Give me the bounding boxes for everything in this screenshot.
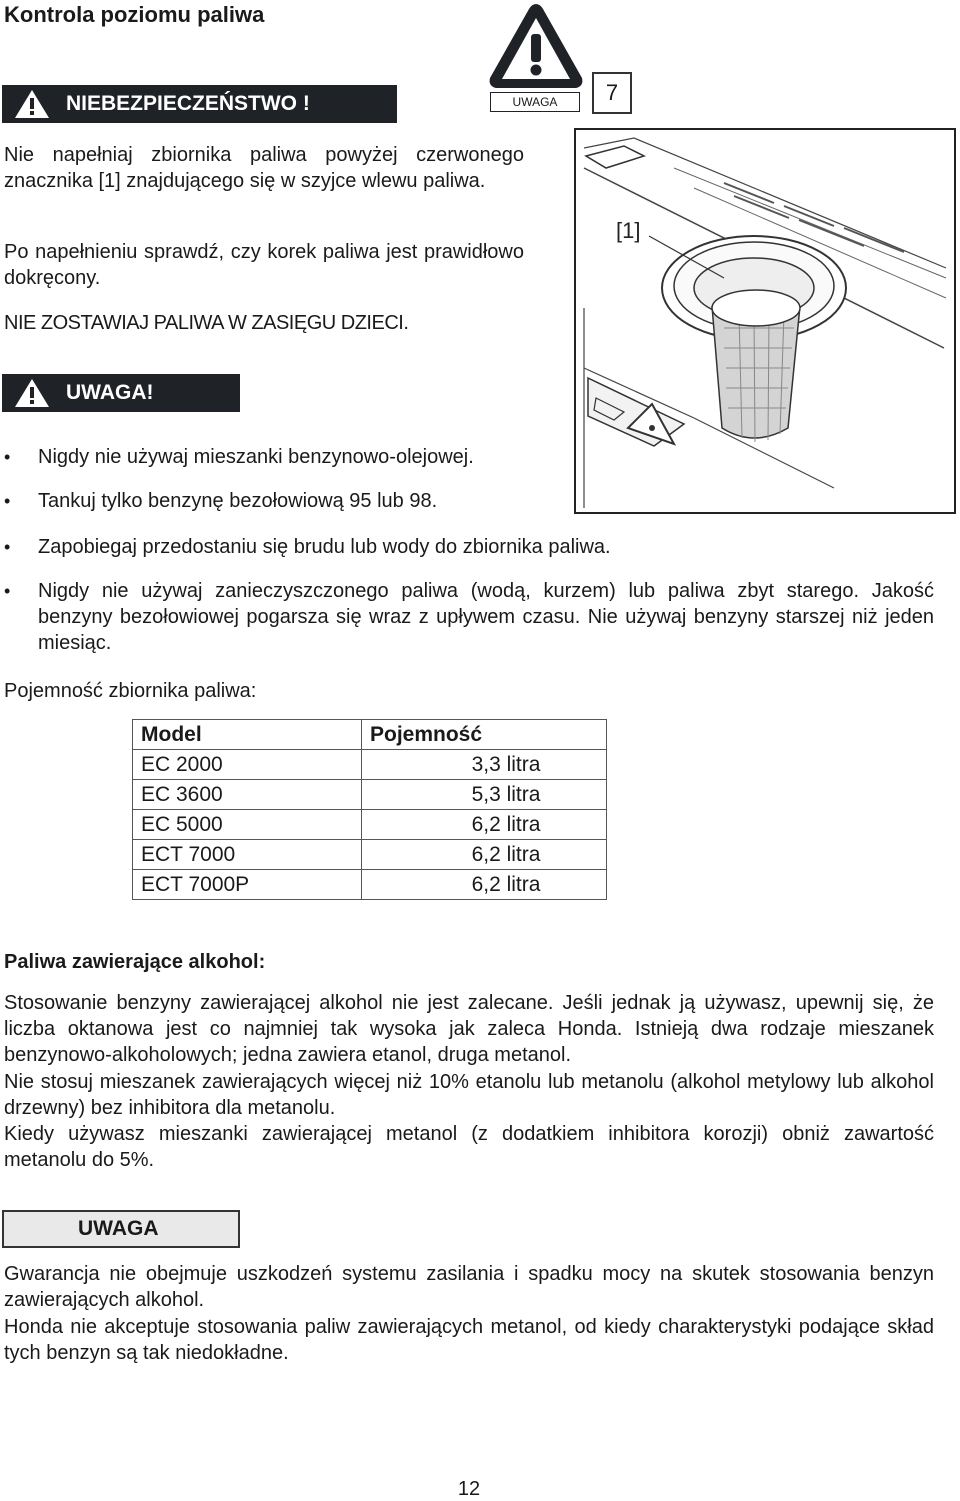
caution-bullet-4: • Nigdy nie używaj zanieczyszczonego paliwa (wodą, kurzem) lub paliwa zbyt starego. Jakość benzyny bezołowiowej pogarsza się wraz z upływem czasu. Nie używaj benzyny starszej niż jeden miesiąc. <box>4 578 934 656</box>
caution-banner <box>2 374 240 412</box>
model-cell: EC 5000 <box>133 810 362 840</box>
model-cell: EC 3600 <box>133 780 362 810</box>
column-header-capacity: Pojemność <box>362 720 607 750</box>
capacity-table <box>132 719 607 900</box>
capacity-cell: 6,2 litra <box>362 810 607 840</box>
model-cell: ECT 7000P <box>133 870 362 900</box>
warning-triangle-icon <box>486 0 586 92</box>
danger-banner-label: NIEBEZPIECZEŃSTWO ! <box>66 92 310 115</box>
page-number: 12 <box>457 1478 481 1500</box>
capacity-heading: Pojemność zbiornika paliwa: <box>4 680 257 702</box>
warning-triangle-icon <box>14 378 50 408</box>
alcohol-heading: Paliwa zawierające alkohol: <box>4 951 266 973</box>
warning-label: UWAGA <box>490 92 580 112</box>
table-header-row <box>133 720 607 750</box>
alcohol-paragraph-3: Kiedy używasz mieszanki zawierającej metanol (z dodatkiem inhibitora korozji) obniż zawartość metanolu do 5%. <box>4 1123 934 1171</box>
model-cell: ECT 7000 <box>133 840 362 870</box>
figure-callout: [1] <box>616 218 641 243</box>
column-header-model: Model <box>133 720 362 750</box>
capacity-cell: 6,2 litra <box>362 870 607 900</box>
table-row <box>133 750 607 780</box>
alcohol-paragraph-1: Stosowanie benzyny zawierającej alkohol nie jest zalecane. Jeśli jednak ją używasz, upewnij się, że liczba oktanowa jest co najmniej tak wysoka jak zaleca Honda. Istnieją dwa rodzaje mieszanek benzynowo-alkoholowych; jedna zawiera etanol, druga metanol. <box>4 992 934 1066</box>
warning-triangle-icon <box>14 89 50 119</box>
caution-bullet-3: • Zapobiegaj przedostaniu się brudu lub wody do zbiornika paliwa. <box>4 534 934 560</box>
capacity-cell: 3,3 litra <box>362 750 607 780</box>
danger-paragraph-2: Po napełnieniu sprawdź, czy korek paliwa jest prawidłowo dokręcony. <box>4 241 524 289</box>
caution-bullet-1: • Nigdy nie używaj mieszanki benzynowo-olejowej. <box>4 444 934 470</box>
figure-number-badge: 7 <box>592 72 632 114</box>
note-banner: UWAGA <box>2 1210 240 1248</box>
table-row <box>133 810 607 840</box>
page-title: Kontrola poziomu paliwa <box>4 2 265 27</box>
model-cell: EC 2000 <box>133 750 362 780</box>
alcohol-paragraph-2: Nie stosuj mieszanek zawierających więcej niż 10% etanolu lub metanolu (alkohol metylowy lub alkohol drzewny) bez inhibitora dla metanolu. <box>4 1071 934 1119</box>
capacity-cell: 6,2 litra <box>362 840 607 870</box>
danger-paragraph-3: NIE ZOSTAWIAJ PALIWA W ZASIĘGU DZIECI. <box>4 312 409 334</box>
danger-paragraph-1: Nie napełniaj zbiornika paliwa powyżej czerwonego znacznika [1] znajdującego się w szyjce wlewu paliwa. <box>4 144 524 192</box>
table-row <box>133 840 607 870</box>
capacity-cell: 5,3 litra <box>362 780 607 810</box>
caution-banner-label: UWAGA! <box>66 381 154 404</box>
table-row <box>133 870 607 900</box>
note-paragraph-1: Gwarancja nie obejmuje uszkodzeń systemu zasilania i spadku mocy na skutek stosowania benzyn zawierających alkohol. <box>4 1263 934 1311</box>
caution-bullet-2: • Tankuj tylko benzynę bezołowiową 95 lub 98. <box>4 488 934 514</box>
note-paragraph-2: Honda nie akceptuje stosowania paliw zawierających metanol, od kiedy charakterystyki podające skład tych benzyn są tak niedokładne. <box>4 1316 934 1364</box>
table-row <box>133 780 607 810</box>
danger-banner <box>2 85 397 123</box>
